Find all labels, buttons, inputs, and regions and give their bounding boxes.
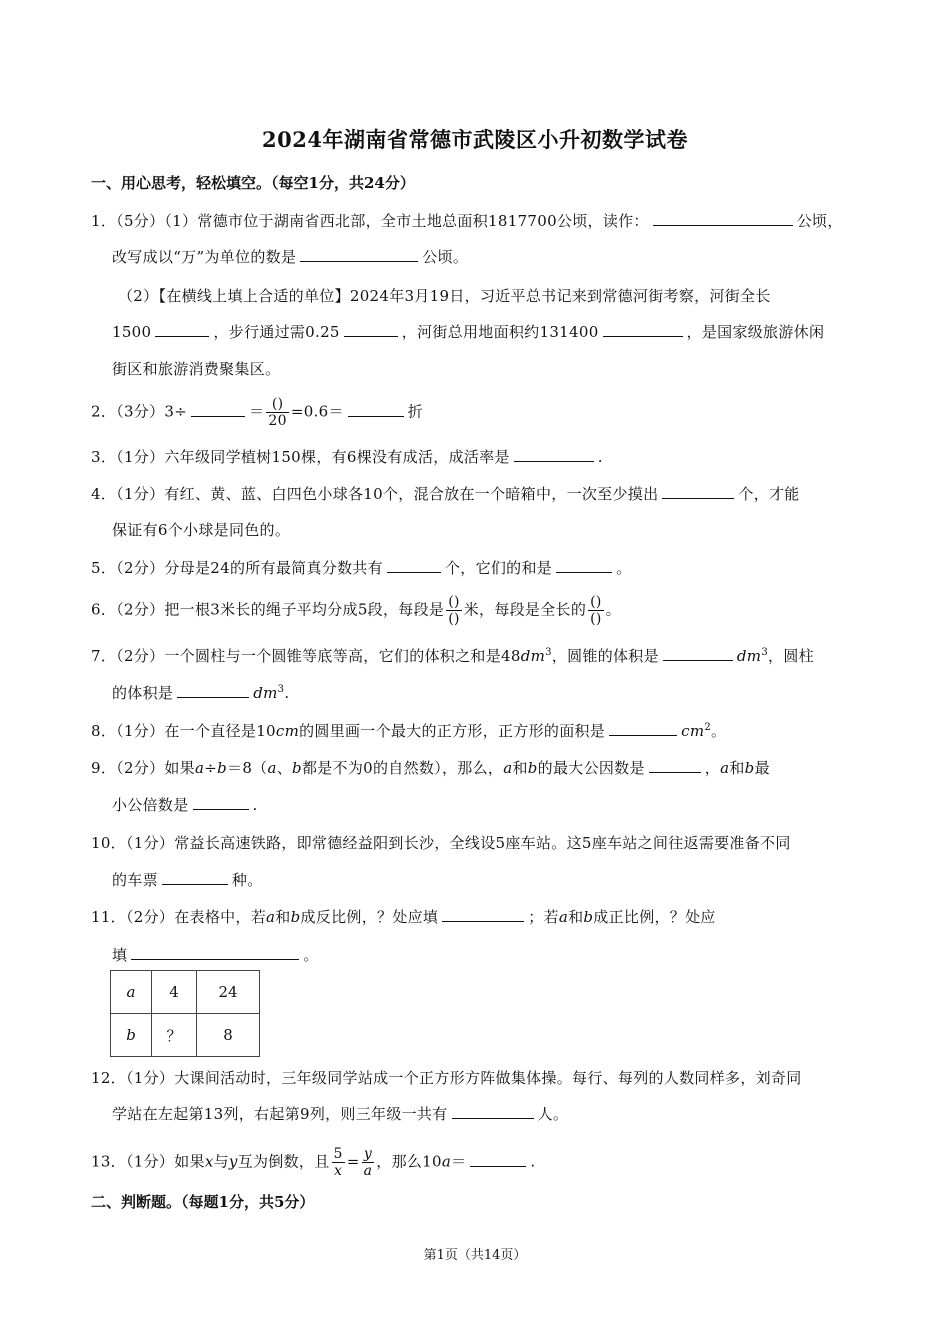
q6-text: 。 — [605, 600, 621, 619]
question-11-line-2 — [112, 944, 319, 965]
question-1-line-1 — [91, 210, 843, 231]
q11-text: 和 — [275, 908, 291, 926]
unit: cm — [681, 722, 705, 740]
variable: x — [204, 1152, 214, 1171]
q5-text: 个，它们的和是 — [444, 559, 553, 577]
answer-blank[interactable] — [193, 795, 249, 810]
answer-blank[interactable] — [514, 447, 594, 462]
question-10-line-2 — [112, 869, 263, 890]
fraction — [446, 594, 462, 627]
fraction-numerator: y — [362, 1146, 375, 1163]
fraction — [266, 396, 288, 429]
question-11-line-1 — [91, 906, 716, 927]
q13-text: . — [530, 1152, 536, 1171]
question-13 — [91, 1146, 536, 1179]
variable: y — [228, 1152, 238, 1171]
q2-text: 2．（3分）3÷ — [91, 402, 188, 421]
q11-text: 填 — [112, 946, 128, 964]
fraction-denominator[interactable]: () — [448, 611, 460, 627]
q7-text: 的体积是 — [112, 684, 174, 702]
question-1-line-5: 街区和旅游消费聚集区。 — [112, 360, 281, 378]
q3-text: 3．（1分）六年级同学植树150棵，有6棵没有成活，成活率是 — [91, 448, 510, 466]
q11-text: 成反比例，？处应填 — [300, 908, 439, 926]
q9-text: 都是不为0的自然数），那么， — [301, 759, 504, 777]
table-cell — [111, 1014, 152, 1057]
q9-text: 9．（2分）如果 — [91, 759, 195, 777]
fraction-numerator[interactable]: () — [266, 396, 288, 413]
q10-text: 种。 — [231, 871, 263, 889]
q13-text: = — [346, 1152, 360, 1171]
q11-text: 成正比例，？处应 — [593, 908, 716, 926]
q7-text: ，圆柱 — [768, 647, 814, 665]
q12-text: 人。 — [537, 1105, 569, 1123]
fraction-numerator[interactable]: () — [448, 594, 460, 610]
q1-text: 1．（5分）（1）常德市位于湖南省西北部，全市土地总面积1817700公顷，读作： — [91, 212, 649, 230]
question-2 — [91, 396, 423, 429]
variable: a — [266, 908, 276, 926]
table-row — [111, 971, 260, 1014]
q9-text: ＝8（ — [227, 759, 268, 777]
fraction-denominator: 20 — [268, 413, 287, 429]
answer-blank[interactable] — [653, 211, 793, 226]
q1-text: ，河街总用地面积约131400 — [401, 323, 599, 341]
q2-text: =0.6＝ — [290, 402, 344, 421]
fraction-numerator: 5 — [333, 1146, 343, 1162]
question-9-line-1 — [91, 757, 770, 778]
table-cell — [111, 971, 152, 1014]
q1-text: 改写成以“万”为单位的数是 — [112, 248, 297, 266]
answer-blank[interactable] — [649, 758, 701, 773]
unit: dm — [736, 647, 762, 665]
table-cell: 8 — [197, 1014, 260, 1057]
question-5 — [91, 557, 631, 578]
q13-text: 13．（1分）如果 — [91, 1152, 205, 1171]
fraction — [362, 1146, 375, 1179]
variable: a — [195, 759, 205, 777]
q8-text: 8．（1分）在一个直径是10 — [91, 722, 276, 740]
answer-blank[interactable] — [300, 247, 418, 262]
q1-text: ，步行通过需0.25 — [213, 323, 340, 341]
variable: a — [441, 1152, 452, 1171]
section-2-heading: 二、判断题。（每题1分，共5分） — [91, 1193, 315, 1211]
fraction-numerator[interactable]: () — [590, 594, 602, 610]
q9-text: ， — [704, 759, 721, 777]
q4-text: 4．（1分）有红、黄、蓝、白四色小球各10个，混合放在一个暗箱中，一次至少摸出 — [91, 485, 659, 503]
q9-text: 、 — [276, 759, 293, 777]
q13-text: ＝ — [451, 1152, 467, 1171]
q9-text: 的最大公因数是 — [537, 759, 645, 777]
q1-text: 1500 — [112, 323, 152, 341]
variable: b — [744, 759, 755, 777]
q7-text: 7．（2分）一个圆柱与一个圆锥等底等高，它们的体积之和是48 — [91, 647, 521, 665]
question-3 — [91, 446, 603, 467]
page-footer: 第1页（共14页） — [423, 1248, 527, 1263]
q5-text: 5．（2分）分母是24的所有最简真分数共有 — [91, 559, 383, 577]
table-cell: 24 — [197, 971, 260, 1014]
answer-blank[interactable] — [177, 683, 249, 698]
table-cell: 4 — [152, 971, 197, 1014]
table-cell: ？ — [152, 1014, 197, 1057]
unit: dm — [520, 647, 546, 665]
variable: b — [292, 759, 302, 777]
table-row — [111, 1014, 260, 1057]
variable: a — [267, 759, 277, 777]
q11-text: ；若 — [528, 908, 559, 926]
fraction — [588, 594, 604, 627]
question-1-line-3: （2）【在横线上填上合适的单位】2024年3月19日，习近平总书记来到常德河街考察，河街全长 — [118, 287, 771, 305]
q6-text: 6．（2分）把一根3米长的绳子平均分成5段，每段是 — [91, 600, 445, 619]
variable: a — [558, 908, 569, 926]
q13-text: 与 — [213, 1152, 229, 1171]
cell-text: a — [126, 983, 136, 1001]
section-1-heading: 一、用心思考，轻松填空。（每空1分，共24分） — [91, 174, 415, 192]
answer-blank[interactable] — [556, 558, 612, 573]
answer-blank[interactable] — [191, 402, 245, 417]
q11-text: 和 — [568, 908, 584, 926]
q5-text: 。 — [616, 559, 632, 577]
answer-blank[interactable] — [162, 870, 228, 885]
variable: b — [527, 759, 538, 777]
q3-text: . — [597, 448, 603, 466]
q6-text: 米，每段是全长的 — [463, 600, 587, 619]
answer-blank[interactable] — [603, 322, 683, 337]
q1-unit: 公顷， — [796, 212, 843, 230]
question-12-line-2 — [112, 1103, 568, 1124]
fraction-denominator: a — [363, 1163, 373, 1179]
q8-text: 。 — [711, 722, 727, 740]
unit: cm — [275, 722, 300, 740]
page-title: 2024年湖南省常德市武陵区小升初数学试卷 — [262, 127, 688, 152]
question-8: 8．（1分）在一个直径是10cm的圆里画一个最大的正方形，正方形的面积是 $cm^2$。 — [91, 722, 727, 740]
answer-blank[interactable] — [348, 402, 404, 417]
proportion-table — [110, 970, 260, 1057]
question-4-line-2: 保证有6个小球是同色的。 — [112, 521, 291, 539]
fraction-denominator: x — [334, 1163, 343, 1179]
q9-text: ÷ — [204, 759, 218, 777]
question-9-line-2 — [112, 794, 258, 815]
q9-text: 最 — [754, 759, 770, 777]
q9-text: 小公倍数是 — [112, 796, 189, 814]
question-7-line-1: 7．（2分）一个圆柱与一个圆锥等底等高，它们的体积之和是$48dm^3$，圆锥的体积是 $dm^3$，圆柱 — [91, 647, 814, 665]
answer-blank[interactable] — [452, 1104, 534, 1119]
q4-text: 个，才能 — [738, 485, 800, 503]
answer-blank[interactable] — [442, 907, 524, 922]
q13-text: 互为倒数，且 — [237, 1152, 330, 1171]
q2-text: ＝ — [249, 402, 265, 421]
question-12-line-1: 12．（1分）大课间活动时，三年级同学站成一个正方形方阵做集体操。每行、每列的人数同样多，刘奇同 — [91, 1069, 802, 1087]
answer-blank[interactable] — [387, 558, 441, 573]
variable: b — [290, 908, 301, 926]
q10-text: 的车票 — [112, 871, 158, 889]
question-1-line-4 — [112, 321, 824, 342]
q8-text: 的圆里画一个最大的正方形，正方形的面积是 — [299, 722, 606, 740]
question-1-line-2 — [112, 246, 468, 267]
q12-text: 学站在左起第13列，右起第9列，则三年级一共有 — [112, 1105, 448, 1123]
variable: a — [720, 759, 730, 777]
unit: dm — [253, 684, 278, 702]
q1-text: ，是国家级旅游休闲 — [686, 323, 825, 341]
q11-text: 。 — [303, 946, 319, 964]
answer-blank[interactable] — [470, 1152, 526, 1167]
answer-blank[interactable] — [155, 322, 209, 337]
q9-text: 和 — [729, 759, 745, 777]
answer-blank[interactable] — [663, 646, 733, 661]
q13-text: ，那么10 — [376, 1152, 442, 1171]
variable: b — [217, 759, 228, 777]
cell-text: b — [126, 1026, 136, 1044]
variable: b — [583, 908, 594, 926]
q7-text: . — [284, 684, 290, 702]
q7-text: ，圆锥的体积是 — [551, 647, 659, 665]
answer-blank[interactable] — [344, 322, 398, 337]
question-4-line-1 — [91, 483, 800, 504]
question-6 — [91, 594, 621, 627]
q11-text: 11．（2分）在表格中，若 — [91, 908, 267, 926]
answer-blank[interactable] — [131, 945, 299, 960]
fraction — [332, 1146, 345, 1179]
q1-unit: 公顷。 — [422, 248, 469, 266]
q9-text: . — [252, 796, 258, 814]
q9-text: 和 — [512, 759, 528, 777]
fraction-denominator[interactable]: () — [590, 611, 602, 627]
variable: a — [503, 759, 513, 777]
q2-text: 折 — [407, 402, 424, 421]
question-10-line-1: 10．（1分）常益长高速铁路，即常德经益阳到长沙，全线设5座车站。这5座车站之间往返需要准备不同 — [91, 834, 791, 852]
answer-blank[interactable] — [609, 721, 677, 736]
answer-blank[interactable] — [662, 484, 734, 499]
question-7-line-2: 的体积是 $dm^3$. — [112, 684, 290, 702]
